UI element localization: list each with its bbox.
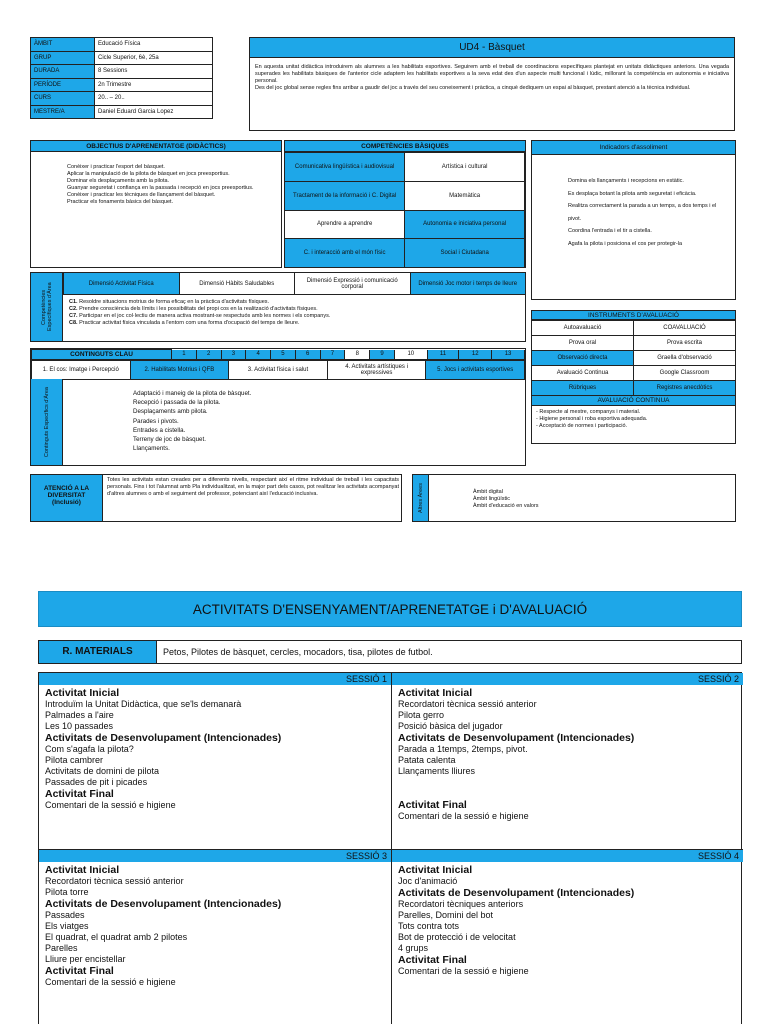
info-label: ÀMBIT (31, 38, 95, 52)
info-value: 2n Trimestre (95, 78, 213, 92)
objective-item: Conèixer i practicar l'esport del bàsquet. (67, 164, 165, 170)
continuous-header: AVALUACIÓ CONTINUA (531, 396, 736, 406)
other-area-item: Àmbit lingüístic (473, 496, 510, 502)
session-dev-item: Com s'agafa la pilota? (45, 744, 134, 754)
content-category: 1. El cos: Imatge i Percepció (32, 361, 131, 380)
session-initial-item: Posició bàsica del jugador (398, 721, 503, 731)
session-dev-item: 4 grups (398, 943, 429, 953)
competency-cell: Matemàtica (405, 181, 525, 210)
competency-row (285, 153, 525, 182)
diversity-label: ATENCIÓ A LA DIVERSITAT (Inclusió) (31, 475, 103, 521)
area-competency-text: Practicar activitat física vinculada a l'entorn com una forma d'ocupació del temps de lleure. (79, 320, 300, 326)
info-value: Educació Física (95, 38, 213, 52)
content-number: 5 (271, 350, 296, 360)
session-final-title: Activitat Final (398, 954, 467, 966)
competency-row (285, 239, 525, 268)
info-label: CURS (31, 92, 95, 106)
contents-header-row (31, 349, 525, 360)
competency-cell: Comunicativa lingüística i audiovisual (285, 153, 405, 182)
indicator-item: Agafa la pilota i posiciona el cos per protegir-la (568, 240, 683, 247)
info-row (31, 105, 213, 119)
competency-cell: Autonomia e iniciativa personal (405, 210, 525, 239)
session-dev-title: Activitats de Desenvolupament (Intencionades) (45, 898, 282, 910)
indicator-item: Realitza correctament la parada a un temps, a dos temps i el pivot. (568, 203, 717, 222)
session-final-title: Activitat Final (45, 788, 114, 800)
unit-title: UD4 - Bàsquet (250, 38, 734, 58)
sessions-grid (38, 672, 742, 1024)
objective-item: Conèixer i practicar les tècniques de llançament del bàsquet. (67, 192, 216, 198)
objective-item: Guanyar seguretat i confiança en la passada i recepció en jocs preesportius. (67, 185, 254, 191)
materials-row (38, 640, 742, 664)
content-item: Adaptació i maneig de la pilota de bàsquet. (133, 390, 252, 397)
objectives-list (31, 152, 281, 206)
session-dev-item: Lliure per encistellar (45, 954, 126, 964)
other-areas-label: Altres Àrees (417, 483, 424, 513)
session-dev-item: Parada a 1temps, 2temps, pivot. (398, 744, 528, 754)
dimension-cell: Dimensió Expressió i comunicació corporal (295, 273, 411, 295)
info-label: GRUP (31, 51, 95, 65)
evaluation-header: INSTRUMENTS D'AVALUACIÓ (531, 310, 736, 320)
info-row (31, 78, 213, 92)
area-competency-item (69, 313, 524, 320)
objectives-box (30, 140, 282, 268)
session-body (392, 862, 743, 977)
area-competency-text: Prendre consciència dels límits i les possibilitats del propi cos en la realització d'activitats físiques. (79, 306, 318, 312)
evaluation-cell: Autoavaluació (532, 321, 634, 336)
competency-cell: Aprendre a aprendre (285, 210, 405, 239)
content-number: 6 (295, 350, 320, 360)
materials-label: R. MATERIALS (39, 641, 157, 663)
session-initial-title: Activitat Inicial (398, 687, 473, 699)
session-number: SESSIÓ 1 (39, 673, 391, 685)
session-dev-item: Bot de protecció i de velocitat (398, 932, 516, 942)
session-number: SESSIÓ 4 (392, 850, 743, 862)
content-number: 10 (394, 350, 427, 360)
evaluation-box (531, 310, 736, 444)
competency-cell: Tractament de la informació i C. Digital (285, 181, 405, 210)
competencies-box (284, 140, 526, 268)
evaluation-cell: Prova oral (532, 336, 634, 351)
evaluation-row (532, 381, 736, 396)
indicator-item: Es desplaça botant la pilota amb seguretat i eficàcia. (568, 190, 697, 197)
area-competency-text: Participar en el joc col·lectiu de manera activa mostrant-se respectuós amb les normes i els companys. (79, 313, 331, 319)
area-competency-code: C1. (69, 299, 78, 305)
area-competency-code: C2. (69, 306, 78, 312)
session-3 (39, 850, 391, 988)
evaluation-cell: Prova escrita (634, 336, 736, 351)
session-dev-item: Passades de pit i picades (45, 777, 148, 787)
evaluation-cell: COAVALUACIÓ (634, 321, 736, 336)
content-item: Recepció i passada de la pilota. (133, 399, 221, 407)
content-number: 3 (221, 350, 246, 360)
area-competencies-label: Competències Específiques d'Àrea (40, 282, 53, 332)
content-category: 3. Activitat física i salut (229, 361, 328, 380)
dimension-cell: Dimensió Hàbits Saludables (179, 273, 295, 295)
objective-item: Practicar els fonaments bàsics del bàsquet. (67, 199, 174, 205)
session-initial-item: Pilota torre (45, 887, 89, 897)
session-2 (392, 673, 743, 822)
session-final-item: Comentari de la sessió e higiene (45, 800, 176, 810)
dimensions-table (63, 273, 526, 295)
indicator-item: Domina els llançaments i recepcions en estàtic. (568, 178, 684, 184)
info-value: 8 Sessions (95, 65, 213, 79)
content-item: Desplaçaments amb pilota. (133, 408, 208, 416)
competency-cell: Social i Ciutadana (405, 239, 525, 268)
session-1 (39, 673, 391, 811)
evaluation-cell: Observació directa (532, 351, 634, 366)
contents-categories (31, 360, 525, 380)
objective-item: Aplicar la manipulació de la pilota de bàsquet en jocs preesportius. (67, 171, 230, 177)
session-dev-item: Tots contra tots (398, 921, 460, 931)
unit-description: En aquesta unitat didàctica introduirem als alumnes a les habilitats esportives. Seguirem amb el treball de coordinacions específiques plantejat en unitats didàctiques anteriors. Una vegada superades les habilitats bàsiques de l'anterior cicle adaptem les habilitats esportives a la seva edat des d'un aspecte multi funcional i lúdic, millorant la competència en autonomia e iniciativa personal. Des del joc global sense regles fins arribar a gaudir del joc a través del seu coneixement i pràctica, a cinquè dediquem un espai al bàsquet, prestant atenció a la tècnica individual. (255, 64, 729, 91)
unit-box (249, 37, 735, 131)
competencies-header: COMPETÈNCIES BÀSIQUES (285, 141, 525, 152)
evaluation-row (532, 321, 736, 336)
info-value: Cicle Superior, 6è, 25a (95, 51, 213, 65)
content-item: Llançaments. (133, 445, 170, 453)
session-final-item: Comentari de la sessió e higiene (398, 966, 529, 976)
contents-list (133, 389, 251, 453)
session-dev-title: Activitats de Desenvolupament (Intencionades) (45, 732, 282, 744)
content-number: 9 (370, 350, 395, 360)
content-number: 2 (196, 350, 221, 360)
info-row (31, 38, 213, 52)
continuous-list (536, 409, 731, 430)
competency-cell: Artística i cultural (405, 153, 525, 182)
contents-header: CONTINGUTS CLAU (32, 350, 172, 360)
competency-cell: C. i interacció amb el món físic (285, 239, 405, 268)
contents-box (30, 348, 526, 466)
activities-title: ACTIVITATS D'ENSENYAMENT/APRENETATGE i D'AVALUACIÓ (38, 591, 742, 627)
area-competency-code: C8. (69, 320, 78, 326)
content-number: 4 (246, 350, 271, 360)
indicators-header: Indicadors d'assoliment (532, 141, 735, 155)
continuous-item: - Respecte al mestre, companys i material. (536, 409, 641, 415)
session-dev-title: Activitats de Desenvolupament (Intencionades) (398, 887, 635, 899)
session-final-title: Activitat Final (45, 965, 114, 977)
session-dev-item: Activitats de domini de pilota (45, 766, 160, 776)
session-initial-item: Recordatori tècnica sessió anterior (45, 876, 184, 886)
session-final-item: Comentari de la sessió e higiene (398, 811, 529, 821)
session-initial-item: Palmades a l'aire (45, 710, 114, 720)
session-dev-item: Passades (45, 910, 85, 920)
content-item: Terreny de joc de bàsquet. (133, 436, 206, 444)
session-body (392, 685, 743, 822)
evaluation-cell: Rúbriques (532, 381, 634, 396)
content-category: 5. Jocs i activitats esportives (426, 361, 525, 380)
session-dev-title: Activitats de Desenvolupament (Intencionades) (398, 732, 635, 744)
session-final-title: Activitat Final (398, 799, 467, 811)
content-number: 7 (320, 350, 345, 360)
session-body (39, 862, 391, 988)
session-number: SESSIÓ 2 (392, 673, 743, 685)
area-competency-item (69, 320, 524, 327)
diversity-box (30, 474, 402, 522)
indicators-list (532, 155, 735, 250)
evaluation-cell: Google Classroom (634, 366, 736, 381)
objective-item: Dominar els desplaçaments amb la pilota. (67, 178, 170, 184)
dimension-cell: Dimensió Activitat Física (64, 273, 180, 295)
indicators-box (531, 140, 736, 300)
info-row (31, 51, 213, 65)
materials-text: Petos, Pilotes de bàsquet, cercles, mocadors, tisa, pilotes de futbol. (163, 647, 433, 657)
session-final-item: Comentari de la sessió e higiene (45, 977, 176, 987)
content-item: Parades i pivots. (133, 417, 179, 425)
session-dev-item: Parelles (45, 943, 78, 953)
other-area-item: Àmbit digital (473, 489, 503, 495)
session-dev-item: Recordatori tècniques anteriors (398, 899, 524, 909)
session-initial-item: Les 10 passades (45, 721, 114, 731)
indicator-item: Coordina l'entrada i el tir a cistella. (568, 228, 652, 234)
diversity-text: Totes les activitats estan creades per a diferents nivells, respectant així el ritme individual de treball i les capacitats personals. Fins i tot l'alumnat amb Pla individualitzat, en la major part dels casos, pot realitzar les activitats acompanyat d'altres alumnes o amb el seguiment del professor, potenciant així l'educació inclusiva. (107, 477, 399, 497)
content-number: 1 (172, 350, 197, 360)
other-area-item: Àmbit d'educació en valors (473, 503, 539, 509)
content-category: 2. Habilitats Motrius i QFB (130, 361, 229, 380)
continuous-item: - Acceptació de normes i participació. (536, 423, 628, 429)
info-value: Daniel Eduard Garcia Lopez (95, 105, 213, 119)
session-initial-title: Activitat Inicial (398, 864, 473, 876)
competencies-table (285, 152, 525, 268)
evaluation-row (532, 351, 736, 366)
info-table (30, 37, 213, 119)
session-initial-title: Activitat Inicial (45, 687, 120, 699)
session-dev-item: Pilota cambrer (45, 755, 104, 765)
info-row (31, 92, 213, 106)
evaluation-cell: Registres anecdòtics (634, 381, 736, 396)
info-label: PERÍODE (31, 78, 95, 92)
session-dev-item: Els viatges (45, 921, 89, 931)
info-label: MESTRE/A (31, 105, 95, 119)
area-competencies-box (30, 272, 526, 342)
content-item: Entrades a cistella. (133, 426, 186, 434)
area-competency-text: Resoldre situacions motrius de forma eficaç en la pràctica d'activitats físiques. (79, 299, 270, 305)
content-number: 8 (345, 350, 370, 360)
session-initial-title: Activitat Inicial (45, 864, 120, 876)
continuous-item: - Higiene personal i roba esportiva adequada. (536, 416, 648, 422)
other-areas-list (473, 489, 539, 510)
evaluation-row (532, 336, 736, 351)
session-initial-item: Pilota gerro (398, 710, 445, 720)
competency-row (285, 210, 525, 239)
area-competency-code: C7. (69, 313, 78, 319)
dimension-cell: Dimensió Joc motor i temps de lleure (410, 273, 526, 295)
competency-row (285, 181, 525, 210)
info-row (31, 65, 213, 79)
area-competency-item (69, 299, 524, 306)
session-4 (392, 850, 743, 977)
objectives-header: OBJECTIUS D'APRENENTATGE (DIDÀCTICS) (31, 141, 281, 152)
content-number: 11 (427, 350, 459, 360)
info-label: DURADA (31, 65, 95, 79)
evaluation-cell: Avaluació Continua (532, 366, 634, 381)
session-spacer (398, 777, 737, 799)
session-dev-item: Parelles, Domini del bot (398, 910, 494, 920)
session-number: SESSIÓ 3 (39, 850, 391, 862)
dimensions-row (64, 273, 526, 295)
session-initial-item: Joc d'animació (398, 876, 458, 886)
other-areas-box (412, 474, 736, 522)
session-dev-item: El quadrat, el quadrat amb 2 pilotes (45, 932, 188, 942)
session-initial-item: Recordatori tècnica sessió anterior (398, 699, 537, 709)
session-body (39, 685, 391, 811)
contents-side-label: Continguts Específics d'Àrea (43, 386, 50, 458)
content-number: 13 (492, 350, 525, 360)
session-initial-item: Introduïm la Unitat Didàctica, que se'ls demanarà (45, 699, 242, 709)
evaluation-row (532, 366, 736, 381)
session-dev-item: Llançaments lliures (398, 766, 476, 776)
content-number: 12 (459, 350, 492, 360)
evaluation-table (531, 320, 736, 396)
session-dev-item: Patata calenta (398, 755, 456, 765)
content-category: 4. Activitats artístiques i expressives (327, 361, 426, 380)
evaluation-cell: Graella d'observació (634, 351, 736, 366)
area-competencies-list (69, 299, 524, 327)
area-competency-item (69, 306, 524, 313)
info-value: 20.. – 20.. (95, 92, 213, 106)
